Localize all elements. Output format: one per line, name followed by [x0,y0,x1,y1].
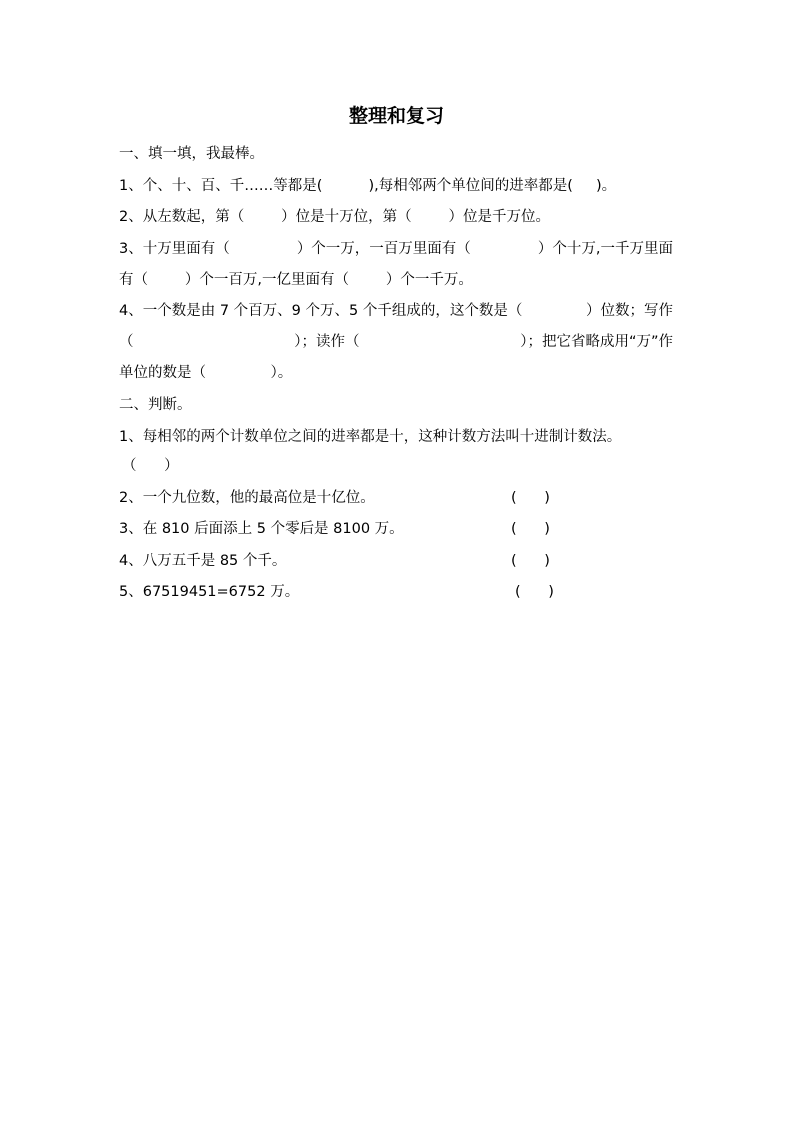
judge-item-4: 4、八万五千是 85 个千。 [119,553,287,569]
judge-item-2-answer-box: ( ) [511,490,550,506]
question-1-3-part-3: ）个十万,一千万里面 [537,241,673,257]
page-title: 整理和复习 [348,105,444,127]
section-2-heading: 二、判断。 [119,397,192,413]
question-1-4-part-4: ）；读作（ [294,334,360,350]
judge-item-3-answer-box: ( ) [511,521,550,537]
question-1-3-line-2: 有（ ）个一百万,一亿里面有（ ）个一千万。 [119,272,473,288]
question-1-4-part-3: （ [119,334,134,350]
question-1-4-part-2: ）位数；写作 [586,303,673,319]
judge-item-3: 3、在 810 后面添上 5 个零后是 8100 万。 [119,521,404,537]
question-1-4-line-1 [119,301,673,321]
question-1-2: 2、从左数起，第（ ）位是十万位，第（ ）位是千万位。 [119,209,550,225]
section-1-heading: 一、填一填，我最棒。 [119,146,264,162]
judge-item-5: 5、67519451=6752 万。 [119,584,300,600]
judge-item-5-answer-box: ( ) [515,584,554,600]
judge-item-4-answer-box: ( ) [511,553,550,569]
judge-item-1-answer-box: （ ） [122,458,179,474]
judge-item-1: 1、每相邻的两个计数单位之间的进率都是十，这种计数方法叫十进制计数法。 [119,429,622,445]
question-1-4-line-3: 单位的数是（ ）。 [119,365,293,381]
question-1-1: 1、个、十、百、千……等都是( ),每相邻两个单位间的进率都是( )。 [119,178,617,194]
question-1-4-part-5: ）；把它省略成用“万”作 [520,334,673,350]
question-1-3-line-1 [119,239,673,259]
judge-item-2: 2、一个九位数，他的最高位是十亿位。 [119,490,375,506]
question-1-4-part-1: 4、一个数是由 7 个百万、9 个万、5 个千组成的，这个数是（ [119,303,523,319]
question-1-3-part-2: ）个一万，一百万里面有（ [296,241,471,257]
question-1-3-part-1: 3、十万里面有（ [119,241,230,257]
question-1-4-line-2 [119,332,673,352]
